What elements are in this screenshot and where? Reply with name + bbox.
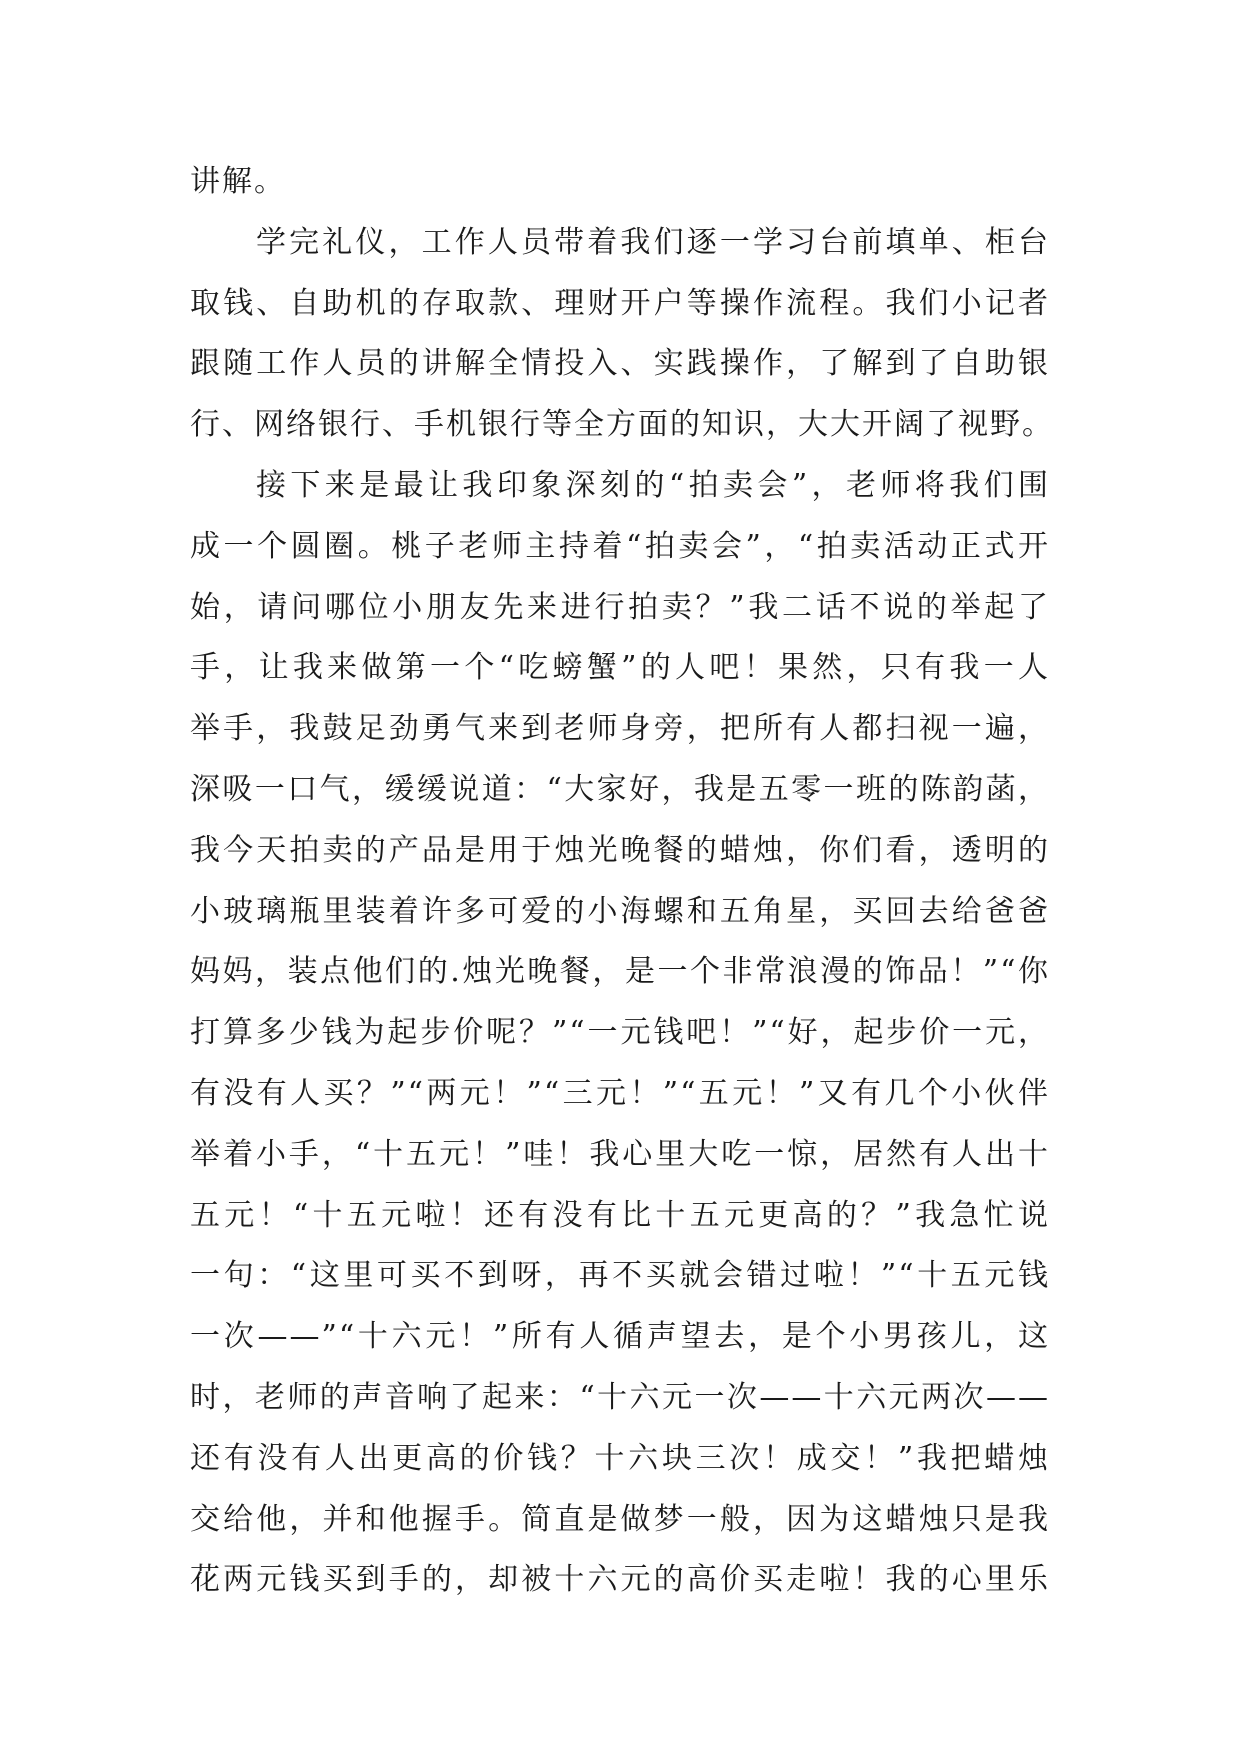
text-line: 行、网络银行、手机银行等全方面的知识，大大开阔了视野。 [190,407,1054,443]
text-line: 举手，我鼓足劲勇气来到老师身旁，把所有人都扫视一遍， [190,711,1050,747]
text-line: 还有没有人出更高的价钱？十六块三次！成交！”我把蜡烛 [190,1440,1050,1476]
text-line: 我今天拍卖的产品是用于烛光晚餐的蜡烛，你们看，透明的 [190,832,1050,868]
text-line: 五元！“十五元啦！还有没有比十五元更高的？”我急忙说 [190,1197,1050,1233]
text-line: 妈妈，装点他们的.烛光晚餐，是一个非常浪漫的饰品！”“你 [190,954,1050,990]
paragraph-first-line: 学完礼仪，工作人员带着我们逐一学习台前填单、柜台 [256,224,1050,260]
text-line: 深吸一口气，缓缓说道：“大家好，我是五零一班的陈韵菡， [190,771,1050,807]
text-line: 讲解。 [190,164,286,199]
text-line: 举着小手，“十五元！”哇！我心里大吃一惊，居然有人出十 [190,1136,1050,1172]
body-text [190,152,1054,1611]
text-line: 有没有人买？”“两元！”“三元！”“五元！”又有几个小伙伴 [190,1075,1050,1111]
text-line: 小玻璃瓶里装着许多可爱的小海螺和五角星，买回去给爸爸 [190,893,1050,929]
text-line: 一次——”“十六元！”所有人循声望去，是个小男孩儿，这 [190,1319,1050,1355]
text-line: 交给他，并和他握手。简直是做梦一般，因为这蜡烛只是我 [190,1501,1050,1537]
text-line: 始，请问哪位小朋友先来进行拍卖？”我二话不说的举起了 [190,589,1050,625]
text-line: 打算多少钱为起步价呢？”“一元钱吧！”“好，起步价一元， [190,1015,1050,1051]
text-line: 取钱、自助机的存取款、理财开户等操作流程。我们小记者 [190,285,1050,321]
text-line: 成一个圆圈。桃子老师主持着“拍卖会”，“拍卖活动正式开 [190,528,1050,564]
text-line: 花两元钱买到手的，却被十六元的高价买走啦！我的心里乐 [190,1562,1050,1598]
text-line: 手，让我来做第一个“吃螃蟹”的人吧！果然，只有我一人 [190,650,1050,686]
text-line: 时，老师的声音响了起来：“十六元一次——十六元两次—— [190,1379,1050,1415]
text-line: 跟随工作人员的讲解全情投入、实践操作，了解到了自助银 [190,346,1050,382]
text-line: 一句：“这里可买不到呀，再不买就会错过啦！”“十五元钱 [190,1258,1050,1294]
paragraph-first-line: 接下来是最让我印象深刻的“拍卖会”，老师将我们围 [256,467,1050,503]
